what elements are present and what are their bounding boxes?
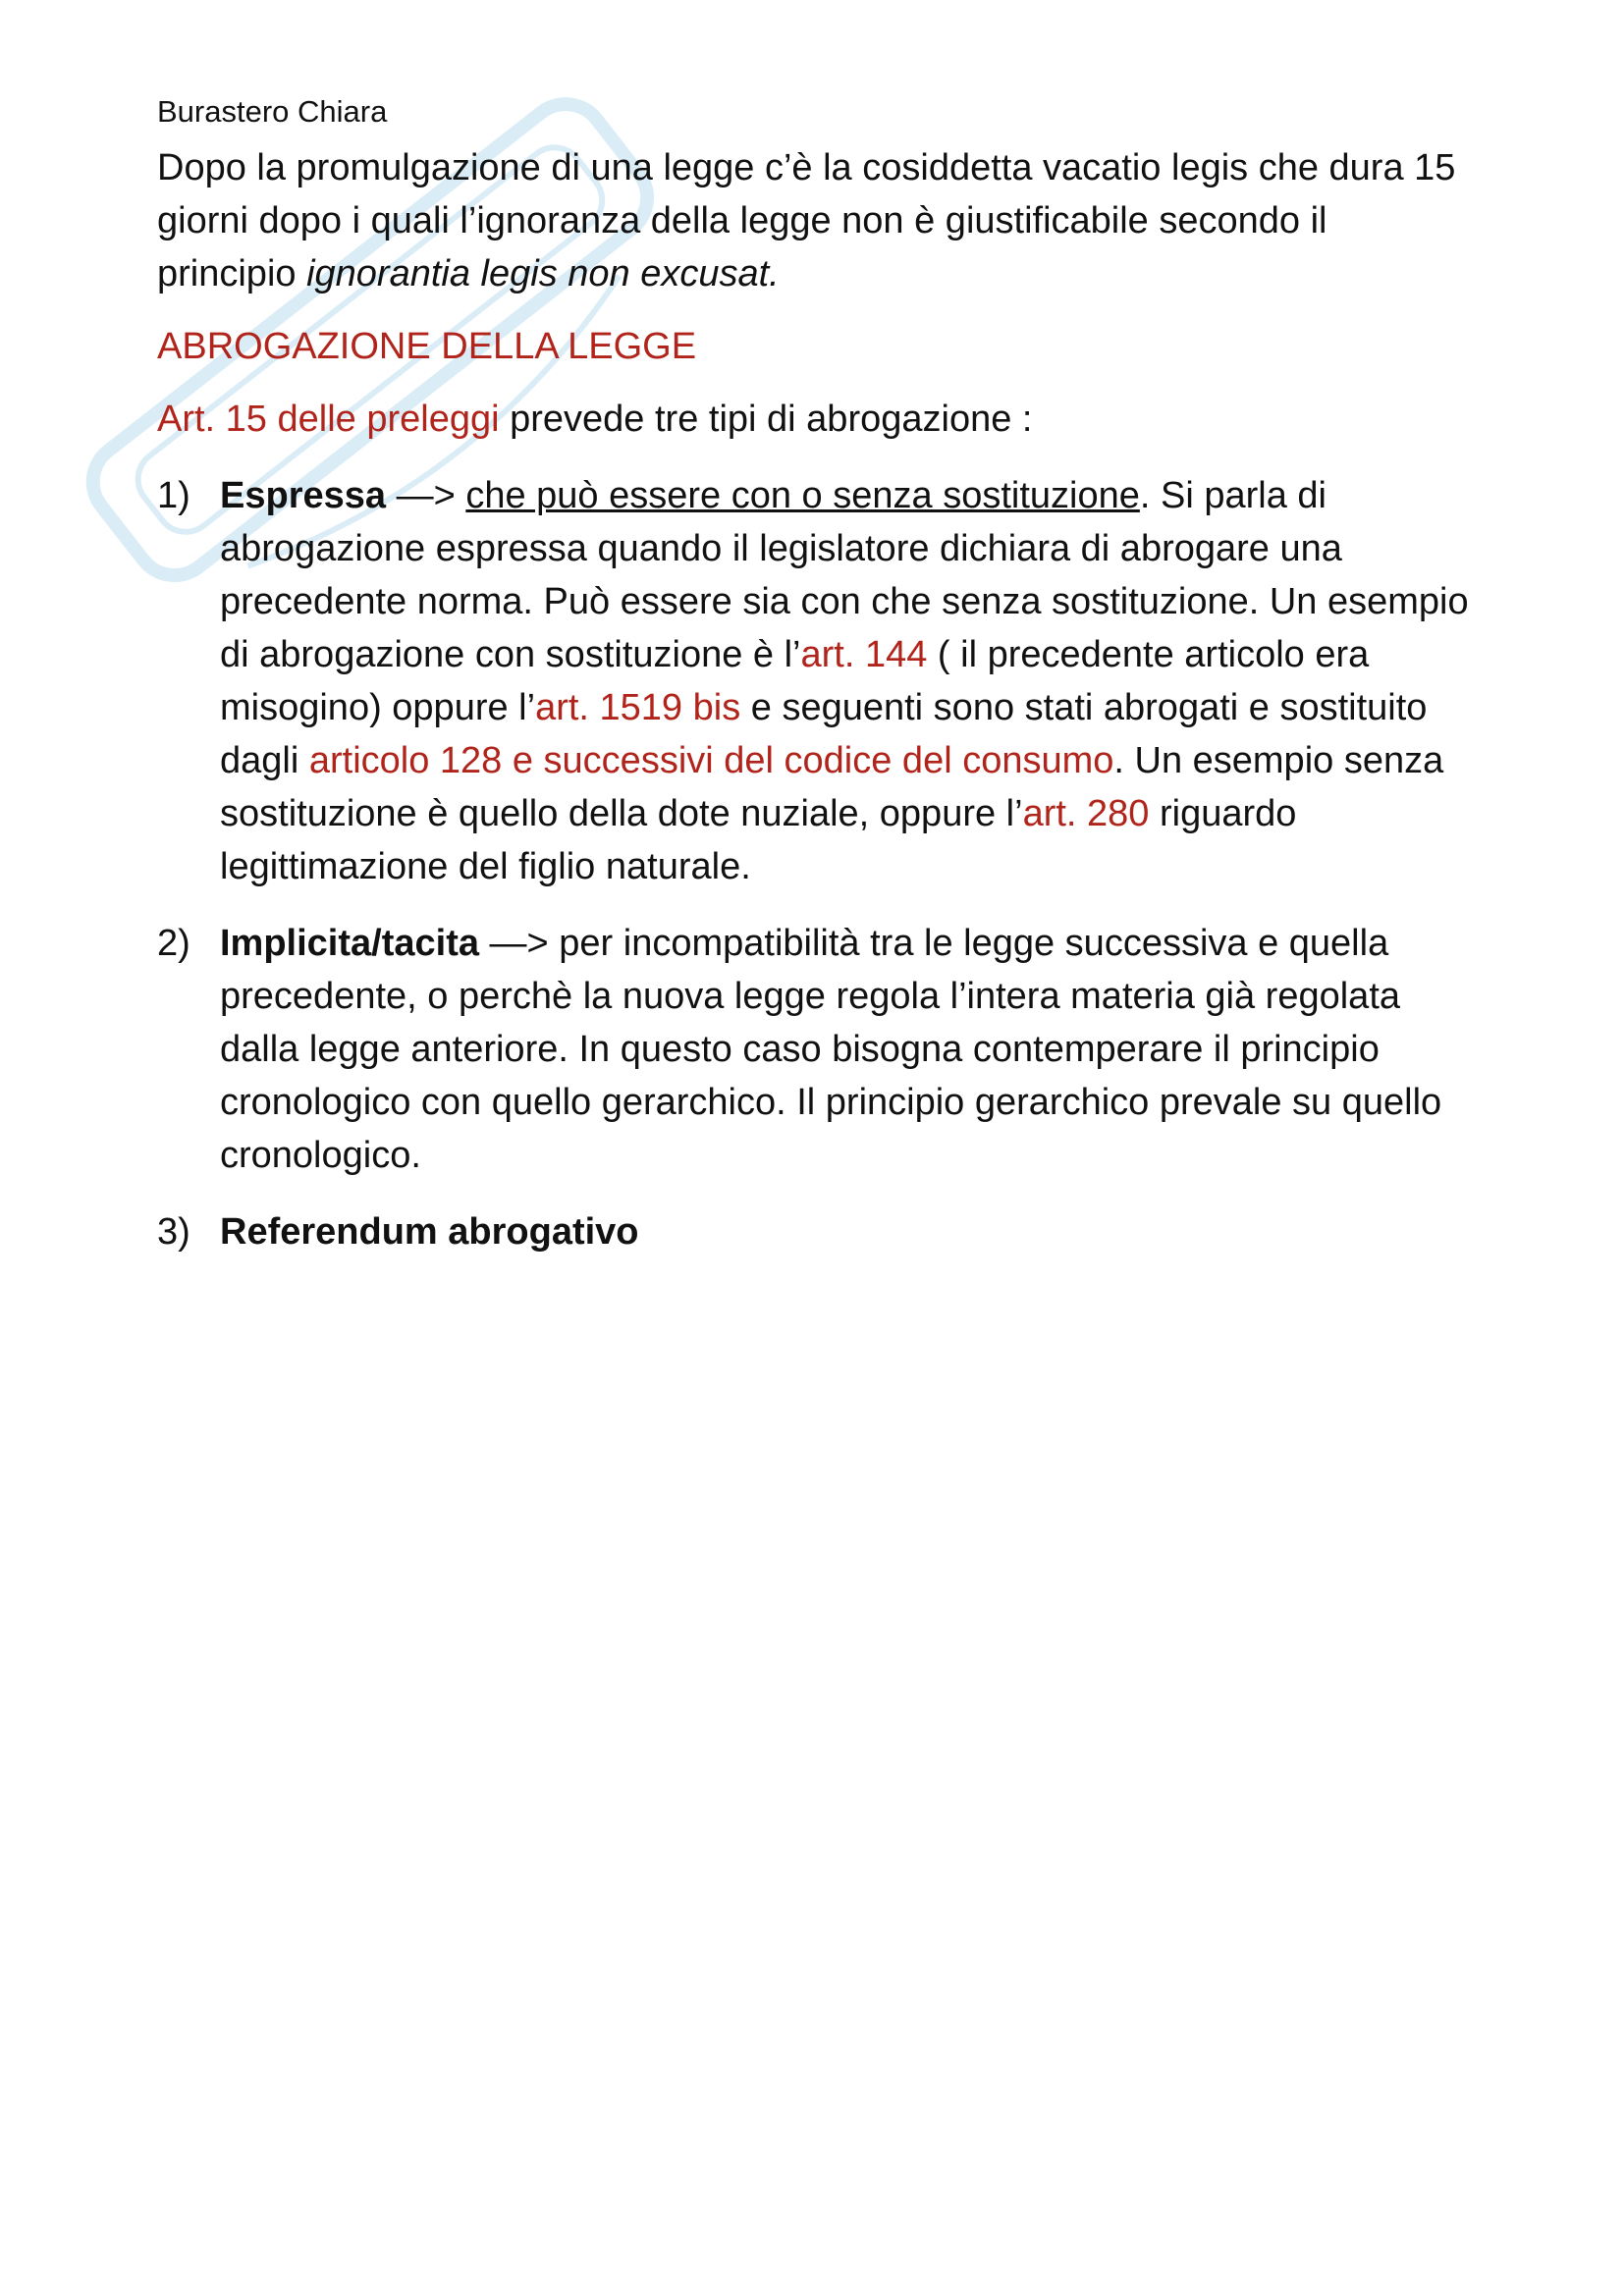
section-heading: ABROGAZIONE DELLA LEGGE [157, 326, 697, 367]
underlined-phrase: che può essere con o senza sostituzione [465, 475, 1140, 516]
item-number: 2) [157, 923, 190, 964]
term-referendum: Referendum abrogativo [220, 1211, 639, 1253]
ref-art-144: art. 144 [800, 634, 928, 675]
item-number: 1) [157, 475, 190, 516]
list-item [157, 1205, 1473, 1258]
term-espressa: Espressa [220, 475, 387, 516]
list-item: 1) Espressa —> che può essere con o senza sostituzione. Si parla di abrogazione espressa quando il legislatore dichiara di abrogare una precedente norma. Può essere sia con che senza sostituzione. Un esempio di abrogazione con sostituzione è l’art. 144 ( il precedente articolo era misogino) oppure l’art. 1519 bis e seguenti sono stati abrogati e sostituito dagli articolo 128 e successivi del codice del consumo. Un esempio senza sostituzione è quello della dote nuziale, oppure l’art. 280 riguardo legittimazione del figlio naturale. [157, 469, 1473, 893]
lead-paragraph: Art. 15 delle preleggi prevede tre tipi di abrogazione : [157, 399, 1033, 440]
item-number: 3) [157, 1211, 190, 1253]
ref-art-280: art. 280 [1022, 793, 1150, 834]
intro-paragraph: Dopo la promulgazione di una legge c’è la cosiddetta vacatio legis che dura 15 giorni dopo i quali l’ignoranza della legge non è giustificabile secondo il principio ignorantia legis non excusat. [157, 147, 1456, 294]
term-implicita: Implicita/tacita [220, 923, 479, 964]
abrogation-types-list [157, 469, 1473, 1258]
author-name: Burastero Chiara [157, 94, 388, 129]
ref-art-1519-bis: art. 1519 bis [535, 687, 741, 728]
list-item: 2) Implicita/tacita —> per incompatibilità tra le legge successiva e quella precedente, o perchè la nuova legge regola l’intera materia già regolata dalla legge anteriore. In questo caso bisogna contemperare il principio cronologico con quello gerarchico. Il principio gerarchico prevale su quello cronologico. [157, 917, 1473, 1182]
latin-phrase: ignorantia legis non excusat. [306, 253, 780, 294]
ref-art-128: articolo 128 e successivi del codice del consumo [308, 740, 1114, 781]
article-reference: Art. 15 delle preleggi [157, 399, 500, 440]
document-page [157, 94, 1473, 1282]
